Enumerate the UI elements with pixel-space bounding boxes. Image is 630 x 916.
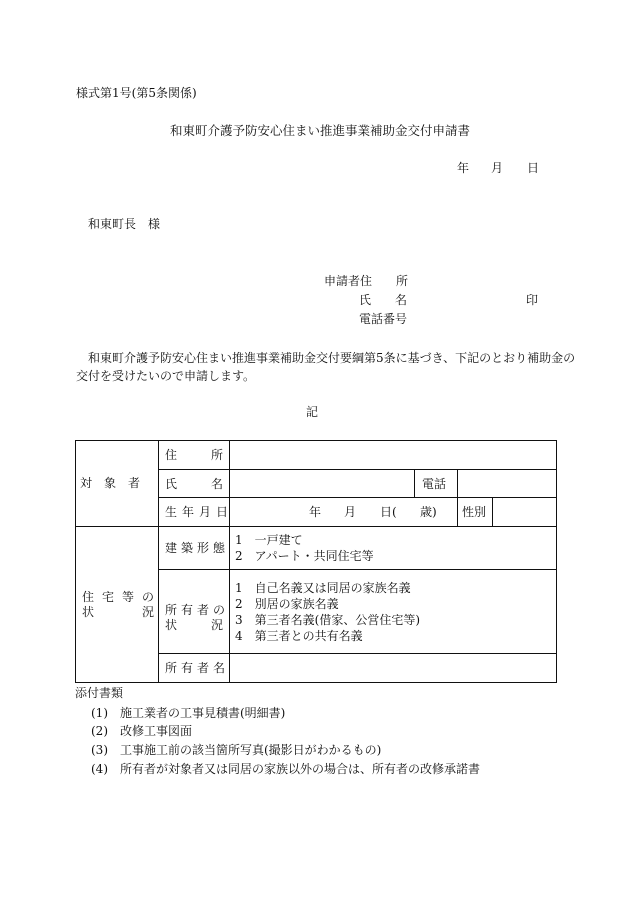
- date-day: 日: [527, 161, 540, 175]
- addressee: 和東町長 様: [88, 217, 161, 231]
- date-month: 月: [491, 161, 504, 175]
- owner-option-1: 1 自己名義又は同居の家族名義: [235, 581, 411, 595]
- birth-month: 月: [344, 505, 357, 519]
- table-line: [158, 653, 557, 654]
- table-line: [75, 526, 557, 527]
- table-line: [457, 469, 458, 527]
- address-label-cell: 住 所: [165, 448, 223, 462]
- subject-header: 対 象 者: [80, 476, 141, 490]
- applicant-address-label: 申請者住 所: [324, 274, 409, 288]
- owner-option-4: 4 第三者との共有名義: [235, 629, 363, 643]
- housing-header-line2-cell: 状 況: [82, 605, 154, 619]
- table-border-right: [556, 440, 557, 683]
- owner-option-2: 2 別居の家族名義: [235, 597, 339, 611]
- attachment-item-1: (1) 施工業者の工事見積書(明細書): [91, 706, 286, 720]
- applicant-name-label: 氏 名: [359, 293, 408, 307]
- attachment-item-2: (2) 改修工事図面: [91, 724, 192, 738]
- table-line: [158, 469, 557, 470]
- table-line: [229, 440, 230, 683]
- applicant-phone-label: 電話番号: [359, 312, 408, 326]
- sex-label: 性別: [462, 505, 487, 519]
- attachments-header: 添付書類: [75, 686, 124, 700]
- table-line: [158, 440, 159, 683]
- form-number: 様式第1号(第5条関係): [76, 86, 197, 100]
- ki-mark: 記: [306, 405, 319, 419]
- owner-name-label: 所有者名: [165, 661, 230, 675]
- birth-label: 生年月日: [165, 505, 234, 519]
- attachment-item-4: (4) 所有者が対象者又は同居の家族以外の場合は、所有者の改修承諾書: [91, 762, 481, 776]
- table-border-left: [75, 440, 76, 683]
- document-title: 和東町介護予防安心住まい推進事業補助金交付申請書: [170, 123, 471, 138]
- table-line: [158, 569, 557, 570]
- attachment-item-3: (3) 工事施工前の該当箇所写真(撮影日がわかるもの): [91, 743, 382, 757]
- date-year: 年: [457, 161, 470, 175]
- build-option-1: 1 一戸建て: [235, 533, 303, 547]
- phone-label: 電話: [422, 477, 447, 491]
- body-paragraph: 和東町介護予防安心住まい推進事業補助金交付要綱第5条に基づき、下記のとおり補助金の交付を受けたいので申請します。: [76, 351, 576, 383]
- birth-day: 日(: [380, 505, 397, 519]
- housing-header-line1: 住宅等の: [82, 590, 163, 604]
- owner-status-label-line1: 所有者の: [165, 603, 230, 617]
- table-line: [492, 497, 493, 527]
- build-option-2: 2 アパート・共同住宅等: [235, 549, 374, 563]
- owner-status-label-line2-cell: 状 況: [165, 618, 223, 632]
- name-label-cell: 氏 名: [165, 477, 223, 491]
- seal-mark: 印: [526, 293, 539, 307]
- table-border-bottom: [75, 682, 557, 683]
- build-form-label: 建築形態: [165, 541, 230, 555]
- birth-age: 歳): [420, 505, 437, 519]
- table-border-top: [75, 440, 557, 441]
- owner-option-3: 3 第三者名義(借家、公営住宅等): [235, 613, 420, 627]
- table-line: [414, 469, 415, 498]
- table-line: [158, 497, 557, 498]
- birth-year: 年: [309, 505, 322, 519]
